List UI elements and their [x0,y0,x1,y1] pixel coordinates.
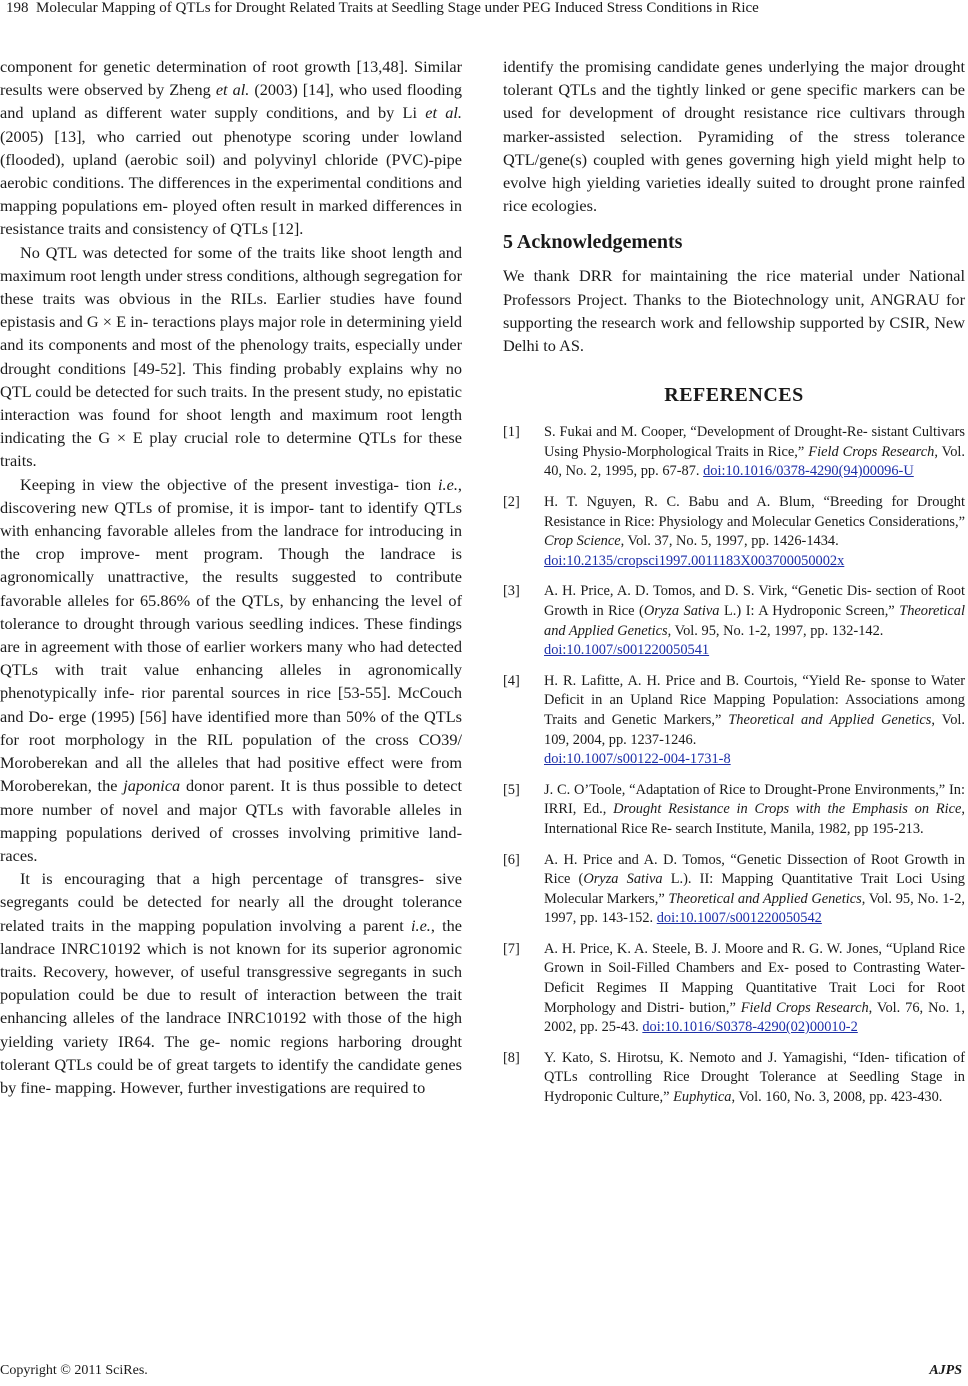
paragraph: No QTL was detected for some of the traits like shoot length and maximum root length under stress conditions, although segregation for these traits was obvious in the RILs. Earlier studies have found epistasis and G × E in- teractions plays major role in determining yield and its components and most of the phenology traits, especially under drought conditions [49-52]. This finding probably explains why no QTL could be detected for such traits. In the present study, no epistatic interaction was found for shoot length and maximum root length indicating the G × E play crucial role to determine QTLs for these traits. [0,242,462,471]
page-number: 198 [6,0,29,16]
reference-item [503,781,965,840]
reference-item [503,493,965,571]
reference-number: [8] [503,1049,520,1066]
reference-text: H. R. Lafitte, A. H. Price and B. Courtois, “Yield Re- sponse to Water Deficit in an Upland Rice Mapping Population: Associations among Traits and Genetic Markers,” Theoretical and Applied Genetics, Vol. 109, 2004, pp. 1237-1246. doi:10.1007/s00122-004-1731-8 [544,672,965,770]
reference-text: Y. Kato, S. Hirotsu, K. Nemoto and J. Yamagishi, “Iden- tification of QTLs controlling Rice Drought Tolerance at Seedling Stage in Hydroponic Culture,” Euphytica, Vol. 160, No. 3, 2008, pp. 423-430. [544,1049,965,1106]
reference-list [503,423,965,1107]
doi-link[interactable]: doi:10.1016/S0378-4290(02)00010-2 [642,1019,858,1036]
acknowledgements-text: We thank DRR for maintaining the rice material under National Professors Project. Thanks to the Biotechnology unit, ANGRAU for supporting the research work and fellowship supported by CSIR, New Delhi to AS. [503,266,965,356]
reference-item [503,582,965,660]
doi-link[interactable]: doi:10.1007/s001220050542 [656,910,822,927]
reference-item [503,672,965,770]
reference-number: [4] [503,672,520,689]
reference-text: S. Fukai and M. Cooper, “Development of Drought-Re- sistant Cultivars Using Physio-Morphological Traits in Rice,” Field Crops Research, Vol. 40, No. 2, 1995, pp. 67-87. doi:10.1016/0378-4290(94)00096-U [544,424,965,480]
reference-item [503,940,965,1038]
reference-number: [6] [503,851,520,868]
section-heading-acknowledgements: 5 Acknowledgements [503,231,683,254]
references-heading: REFERENCES [664,384,804,407]
reference-number: [3] [503,583,520,600]
right-column [503,55,965,1119]
doi-link[interactable]: doi:10.1007/s001220050541 [544,642,710,659]
reference-item [503,423,965,482]
reference-text: H. T. Nguyen, R. C. Babu and A. Blum, “Breeding for Drought Resistance in Rice: Physiology and Molecular Genetics Considerations,” Crop Science, Vol. 37, No. 5, 1997, pp. 1426-1434. doi:10.2135/cropsci1997.0011183X003700050002x [544,493,965,571]
reference-number: [1] [503,424,520,441]
reference-number: [7] [503,940,520,957]
reference-item [503,851,965,929]
reference-text: A. H. Price, A. D. Tomos, and D. S. Virk, “Genetic Dis- section of Root Growth in Rice (Oryza Sativa L.) I: A Hydroponic Screen,” Theoretical and Applied Genetics, Vol. 95, No. 1-2, 1997, pp. 132-142. doi:10.1007/s001220050541 [544,582,965,660]
reference-item [503,1049,965,1108]
reference-text: A. H. Price, K. A. Steele, B. J. Moore and R. G. W. Jones, “Upland Rice Grown in Soil-Filled Chambers and Ex- posed to Contrasting Water-Deficit Regimes II Mapping Quantitative Trait Loci for Root Morphology and Distri- bution,” Field Crops Research, Vol. 76, No. 1, 2002, pp. 25-43. doi:10.1016/S0378-4290(02)00010-2 [544,940,965,1036]
copyright-notice: Copyright © 2011 SciRes. [0,1363,148,1378]
paragraph: It is encouraging that a high percentage of transgres- sive segregants could be detected for nearly all the drought tolerance related traits in the mapping population involving a parent i.e., the landrace INRC10192 which is not known for its superior agronomic traits. Recovery, however, of useful transgressive segregants in such population could be due to result of interaction between the trait enhancing alleles of the landrace INRC10192 with those of the high yielding variety IR64. The ge- nomic regions harboring drought tolerant QTLs could be of great targets to identify the candidate genes by fine- mapping. However, further investigations are required to [0,869,463,1097]
paragraph: Keeping in view the objective of the present investiga- tion i.e., discovering new QTLs of promise, it is impor- tant to identify QTLs with enhancing favorable alleles from the landrace for introducing in the crop improve- ment program. Though the landrace is agronomically unattractive, the results suggested to contribute favorable alleles for 65.86% of the QTLs, by enhancing the level of tolerance to drought through various seedling indices. These findings are in agreement with those of earlier workers many who had detected QTLs with trait value enhancing alleles in agronomically phenotypically infe- rior parental sources in rice [53-55]. McCouch and Do- erge (1995) [56] have identified more than 50% of the QTLs for root morphology in the RIL population of the cross CO39/ Moroberekan and all the alleles that had positive effect were from Moroberekan, the japonica donor parent. It is thus possible to detect more number of novel and major QTLs with favorable alleles in mapping populations derived of crosses involving primitive land- races. [0,474,462,865]
reference-number: [5] [503,781,520,798]
doi-link[interactable]: doi:10.1016/0378-4290(94)00096-U [703,463,914,480]
journal-abbreviation: AJPS [929,1363,962,1378]
paragraph: component for genetic determination of root growth [13,48]. Similar results were observed by Zheng et al. (2003) [14], who used flooding and upland as different water supply conditions, and by Li et al. (2005) [13], who carried out phenotype scoring under lowland (flooded), upland (aerobic soil) and polyvinyl chloride (PVC)-pipe aerobic conditions. The differences in the experimental conditions and mapping populations em- ployed often result in marked differences in resistance traits and consistency of QTLs [12]. [0,57,463,239]
doi-link[interactable]: doi:10.1007/s00122-004-1731-8 [544,751,731,768]
paragraph: identify the promising candidate genes underlying the major drought tolerant QTLs and the tightly linked or gene specific markers can be used for development of drought resistance rice cultivars through marker-assisted selection. Pyramiding of the stress tolerance QTL/gene(s) coupled with genes governing high yield might help to evolve high yielding varieties ideally suited to drought prone rainfed rice ecologies. [503,57,965,216]
reference-number: [2] [503,494,520,511]
running-title: Molecular Mapping of QTLs for Drought Related Traits at Seedling Stage under PEG Induced Stress Conditions in Rice [36,0,759,16]
doi-link[interactable]: doi:10.2135/cropsci1997.0011183X003700050002x [544,552,845,569]
reference-text: A. H. Price and A. D. Tomos, “Genetic Dissection of Root Growth in Rice (Oryza Sativa L.). II: Mapping Quantitative Trait Loci Using Molecular Markers,” Theoretical and Applied Genetics, Vol. 95, No. 1-2, 1997, pp. 143-152. doi:10.1007/s001220050542 [544,851,966,927]
reference-text: J. C. O’Toole, “Adaptation of Rice to Drought-Prone Environments,” In: IRRI, Ed., Drought Resistance in Crops with the Emphasis on Rice, International Rice Re- search Institute, Manila, 1982, pp 195-213. [544,781,965,837]
left-column [0,55,462,1099]
